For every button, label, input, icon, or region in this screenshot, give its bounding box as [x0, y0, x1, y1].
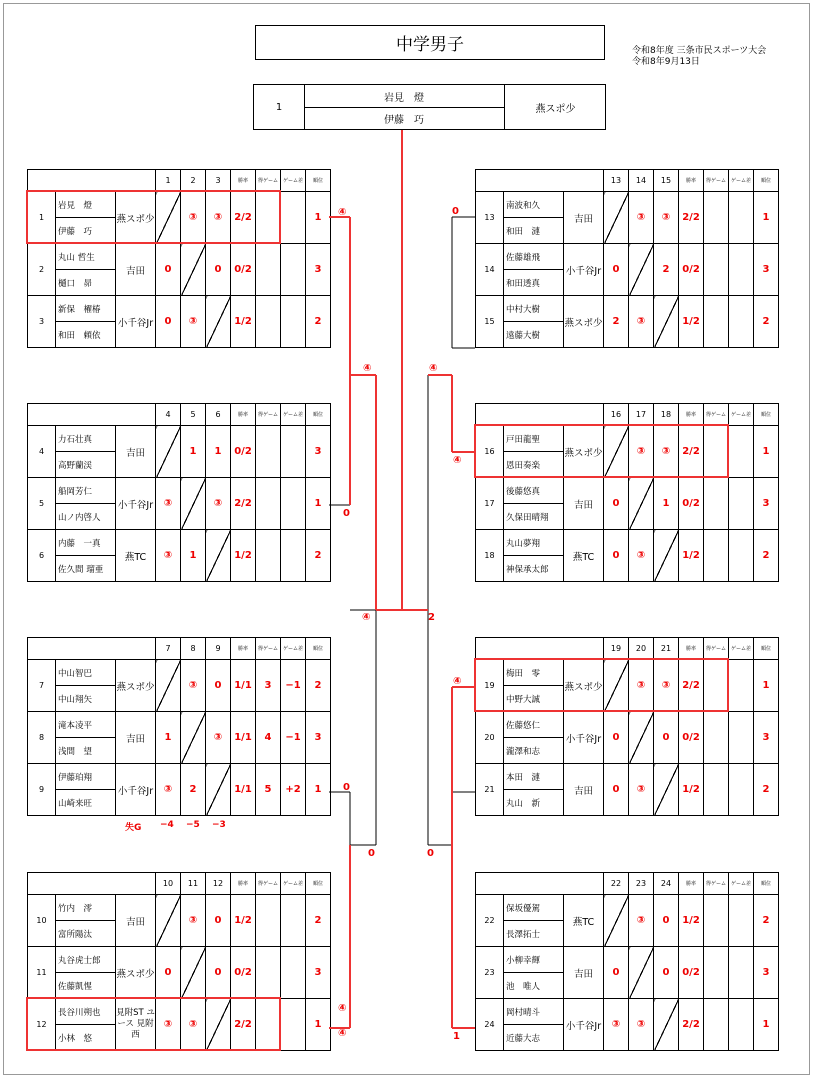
player-name: 中村大樹 — [504, 296, 564, 322]
team-number: 13 — [476, 192, 504, 244]
match-result: 1 — [181, 426, 206, 478]
win-rate: 2/2 — [231, 999, 256, 1051]
rank: 2 — [306, 895, 331, 947]
opponent-number-header: 15 — [654, 170, 679, 192]
player-name: 高野蘭渓 — [56, 452, 116, 478]
win-rate-header: 勝率 — [679, 873, 704, 895]
player-name: 丸山夢翔 — [504, 530, 564, 556]
player-name: 本田 漣 — [504, 764, 564, 790]
player-name: 梅田 零 — [504, 660, 564, 686]
opponent-number-header: 21 — [654, 638, 679, 660]
rank: 3 — [754, 947, 779, 999]
games-won-header: 得ゲーム — [704, 170, 729, 192]
player-name: 新保 櫂椿 — [56, 296, 116, 322]
games-won: 4 — [256, 712, 281, 764]
match-result: ③ — [206, 712, 231, 764]
team-number: 22 — [476, 895, 504, 947]
win-rate: 1/2 — [679, 530, 704, 582]
rank: 2 — [754, 895, 779, 947]
score-label: ④ — [362, 612, 371, 623]
rank: 3 — [754, 244, 779, 296]
rank: 2 — [306, 530, 331, 582]
event-name: 令和8年度 三条市民スポーツ大会 — [632, 46, 767, 56]
rank: 3 — [306, 712, 331, 764]
games-diff-header: ゲーム差 — [729, 873, 754, 895]
match-result: ③ — [629, 895, 654, 947]
player-name: 遠藤大樹 — [504, 322, 564, 348]
opponent-number-header: 23 — [629, 873, 654, 895]
opponent-number-header: 11 — [181, 873, 206, 895]
win-rate: 2/2 — [679, 192, 704, 244]
rank: 2 — [754, 296, 779, 348]
player-name: 力石壮真 — [56, 426, 116, 452]
match-result: 0 — [206, 947, 231, 999]
match-result: ③ — [629, 426, 654, 478]
opponent-number-header: 7 — [156, 638, 181, 660]
player-name: 近藤大志 — [504, 1025, 564, 1051]
win-rate: 1/2 — [679, 895, 704, 947]
match-result: 0 — [654, 712, 679, 764]
opponent-number-header: 19 — [604, 638, 629, 660]
club-name: 燕スポ少 — [564, 426, 604, 478]
rank: 1 — [306, 764, 331, 816]
match-result: 0 — [654, 947, 679, 999]
rank-header: 順位 — [754, 638, 779, 660]
score-label: 0 — [343, 782, 350, 793]
win-rate-header: 勝率 — [679, 170, 704, 192]
rank-header: 順位 — [754, 873, 779, 895]
player-name: 池 唯人 — [504, 973, 564, 999]
rank: 1 — [754, 660, 779, 712]
team-number: 8 — [28, 712, 56, 764]
player-name: 小柳幸輝 — [504, 947, 564, 973]
player-name: 長澤拓士 — [504, 921, 564, 947]
games-won: 3 — [256, 660, 281, 712]
score-label: ④ — [338, 207, 347, 218]
club-name: 燕TC — [564, 895, 604, 947]
win-rate: 0/2 — [679, 244, 704, 296]
win-rate: 2/2 — [231, 478, 256, 530]
match-result: ③ — [156, 530, 181, 582]
rank: 3 — [754, 478, 779, 530]
win-rate: 0/2 — [679, 712, 704, 764]
player-name: 樋口 昴 — [56, 270, 116, 296]
rank: 3 — [754, 712, 779, 764]
club-name: 小千谷Jr — [116, 478, 156, 530]
player-name: 保坂優駕 — [504, 895, 564, 921]
match-result: ③ — [206, 478, 231, 530]
match-result: ③ — [181, 192, 206, 244]
match-result: 0 — [156, 947, 181, 999]
club-name: 燕スポ少 — [116, 947, 156, 999]
player-name: 丸山 哲生 — [56, 244, 116, 270]
match-result: ③ — [181, 999, 206, 1051]
score-label: ④ — [453, 455, 462, 466]
team-number: 12 — [28, 999, 56, 1051]
games-diff: +2 — [281, 764, 306, 816]
club-name: 吉田 — [116, 244, 156, 296]
opponent-number-header: 8 — [181, 638, 206, 660]
club-name: 吉田 — [564, 764, 604, 816]
opponent-number-header: 9 — [206, 638, 231, 660]
club-name: 燕スポ少 — [564, 296, 604, 348]
rank: 3 — [306, 947, 331, 999]
match-result: ③ — [629, 530, 654, 582]
player-name: 恩田奏楽 — [504, 452, 564, 478]
games-won-header: 得ゲーム — [256, 638, 281, 660]
rank: 3 — [306, 244, 331, 296]
club-name: 小千谷Jr — [116, 296, 156, 348]
rank: 2 — [754, 764, 779, 816]
win-rate: 1/2 — [679, 296, 704, 348]
games-won-header: 得ゲーム — [704, 638, 729, 660]
match-result: 1 — [206, 426, 231, 478]
win-rate: 1/2 — [231, 895, 256, 947]
match-result: 0 — [156, 296, 181, 348]
rank: 2 — [754, 530, 779, 582]
match-result: ③ — [181, 660, 206, 712]
opponent-number-header: 10 — [156, 873, 181, 895]
match-result: 0 — [604, 764, 629, 816]
win-rate: 1/1 — [231, 764, 256, 816]
score-label: ④ — [363, 363, 372, 374]
team-number: 4 — [28, 426, 56, 478]
team-number: 15 — [476, 296, 504, 348]
player-name: 和田 頼依 — [56, 322, 116, 348]
club-name: 燕TC — [116, 530, 156, 582]
win-rate: 1/2 — [231, 530, 256, 582]
player-name: 中野大誠 — [504, 686, 564, 712]
match-result: 0 — [156, 244, 181, 296]
opponent-number-header: 17 — [629, 404, 654, 426]
club-name: 小千谷Jr — [564, 244, 604, 296]
opponent-number-header: 3 — [206, 170, 231, 192]
club-name: 小千谷Jr — [116, 764, 156, 816]
score-label: ④ — [338, 1003, 347, 1014]
club-name: 見附ST ユース 見附西 — [116, 999, 156, 1051]
score-label: ④ — [429, 363, 438, 374]
games-diff-header: ゲーム差 — [729, 170, 754, 192]
match-result: 2 — [604, 296, 629, 348]
games-lost-value: −4 — [160, 820, 174, 830]
match-result: ③ — [181, 895, 206, 947]
champion-player-2: 伊藤 巧 — [384, 114, 424, 126]
club-name: 燕スポ少 — [116, 660, 156, 712]
team-number: 16 — [476, 426, 504, 478]
match-result: ③ — [629, 660, 654, 712]
champion-player-1: 岩見 燈 — [304, 85, 504, 108]
player-name: 瀧澤和志 — [504, 738, 564, 764]
player-name: 船岡芳仁 — [56, 478, 116, 504]
opponent-number-header: 12 — [206, 873, 231, 895]
team-number: 23 — [476, 947, 504, 999]
opponent-number-header: 6 — [206, 404, 231, 426]
win-rate-header: 勝率 — [679, 404, 704, 426]
player-name: 竹内 澪 — [56, 895, 116, 921]
club-name: 吉田 — [116, 895, 156, 947]
opponent-number-header: 24 — [654, 873, 679, 895]
opponent-number-header: 22 — [604, 873, 629, 895]
team-number: 6 — [28, 530, 56, 582]
club-name: 吉田 — [116, 712, 156, 764]
match-result: ③ — [654, 192, 679, 244]
club-name: 小千谷Jr — [564, 999, 604, 1051]
match-result: 0 — [206, 660, 231, 712]
games-diff-header: ゲーム差 — [281, 638, 306, 660]
rank: 1 — [754, 426, 779, 478]
player-name: 滝本凌平 — [56, 712, 116, 738]
team-number: 11 — [28, 947, 56, 999]
team-number: 24 — [476, 999, 504, 1051]
rank-header: 順位 — [306, 873, 331, 895]
club-name: 小千谷Jr — [564, 712, 604, 764]
rank: 3 — [306, 426, 331, 478]
opponent-number-header: 1 — [156, 170, 181, 192]
player-name: 久保田晴翔 — [504, 504, 564, 530]
player-name: 丸谷虎士郎 — [56, 947, 116, 973]
win-rate: 0/2 — [231, 947, 256, 999]
club-name: 吉田 — [564, 478, 604, 530]
games-diff: −1 — [281, 660, 306, 712]
score-label: 0 — [368, 848, 375, 859]
games-diff-header: ゲーム差 — [729, 638, 754, 660]
games-lost-value: −5 — [186, 820, 200, 830]
match-result: ③ — [604, 999, 629, 1051]
player-name: 佐藤雄飛 — [504, 244, 564, 270]
team-number: 2 — [28, 244, 56, 296]
player-name: 内藤 一真 — [56, 530, 116, 556]
match-result: 0 — [604, 712, 629, 764]
match-result: ③ — [654, 660, 679, 712]
win-rate: 0/2 — [679, 947, 704, 999]
player-name: 和田 漣 — [504, 218, 564, 244]
win-rate: 1/1 — [231, 660, 256, 712]
match-result: 2 — [654, 244, 679, 296]
match-result: ③ — [629, 296, 654, 348]
win-rate: 1/2 — [679, 764, 704, 816]
win-rate: 2/2 — [231, 192, 256, 244]
player-name: 丸山 新 — [504, 790, 564, 816]
match-result: 0 — [206, 895, 231, 947]
match-result: ③ — [156, 764, 181, 816]
team-number: 7 — [28, 660, 56, 712]
match-result: 1 — [181, 530, 206, 582]
rank: 2 — [306, 660, 331, 712]
club-name: 燕TC — [564, 530, 604, 582]
score-label: ④ — [453, 676, 462, 687]
page-title: 中学男子 — [255, 25, 605, 60]
match-result: ③ — [629, 764, 654, 816]
player-name: 小林 悠 — [56, 1025, 116, 1051]
player-name: 山崎来旺 — [56, 790, 116, 816]
win-rate: 2/2 — [679, 999, 704, 1051]
team-number: 14 — [476, 244, 504, 296]
opponent-number-header: 20 — [629, 638, 654, 660]
win-rate-header: 勝率 — [231, 170, 256, 192]
club-name: 吉田 — [564, 192, 604, 244]
win-rate-header: 勝率 — [231, 404, 256, 426]
match-result: ③ — [629, 192, 654, 244]
games-won-header: 得ゲーム — [704, 873, 729, 895]
player-name: 和田透真 — [504, 270, 564, 296]
score-label: 0 — [343, 508, 350, 519]
player-name: 岡村晴斗 — [504, 999, 564, 1025]
player-name: 佐藤凱惺 — [56, 973, 116, 999]
team-number: 17 — [476, 478, 504, 530]
team-number: 20 — [476, 712, 504, 764]
win-rate: 1/1 — [231, 712, 256, 764]
games-won-header: 得ゲーム — [704, 404, 729, 426]
score-label: 0 — [427, 848, 434, 859]
score-label: ④ — [338, 1028, 347, 1039]
player-name: 山ノ内啓人 — [56, 504, 116, 530]
rank-header: 順位 — [306, 170, 331, 192]
rank-header: 順位 — [754, 170, 779, 192]
player-name: 伊藤 巧 — [56, 218, 116, 244]
games-won: 5 — [256, 764, 281, 816]
win-rate-header: 勝率 — [231, 638, 256, 660]
games-lost-label: 失G — [125, 823, 142, 833]
win-rate: 0/2 — [231, 426, 256, 478]
team-number: 1 — [28, 192, 56, 244]
match-result: ③ — [181, 296, 206, 348]
win-rate: 2/2 — [679, 426, 704, 478]
opponent-number-header: 14 — [629, 170, 654, 192]
opponent-number-header: 4 — [156, 404, 181, 426]
games-diff-header: ゲーム差 — [281, 404, 306, 426]
win-rate-header: 勝率 — [679, 638, 704, 660]
match-result: 0 — [654, 895, 679, 947]
rank-header: 順位 — [306, 404, 331, 426]
match-result: 0 — [604, 244, 629, 296]
match-result: ③ — [629, 999, 654, 1051]
match-result: 1 — [156, 712, 181, 764]
rank: 1 — [306, 478, 331, 530]
games-won-header: 得ゲーム — [256, 170, 281, 192]
player-name: 戸田龍聖 — [504, 426, 564, 452]
games-diff-header: ゲーム差 — [281, 170, 306, 192]
player-name: 後藤悠真 — [504, 478, 564, 504]
rank: 1 — [754, 999, 779, 1051]
match-result: 0 — [604, 530, 629, 582]
match-result: 0 — [206, 244, 231, 296]
win-rate-header: 勝率 — [231, 873, 256, 895]
club-name: 燕スポ少 — [116, 192, 156, 244]
match-result: 0 — [604, 478, 629, 530]
score-label: 2 — [428, 612, 435, 623]
opponent-number-header: 13 — [604, 170, 629, 192]
opponent-number-header: 5 — [181, 404, 206, 426]
score-label: 0 — [452, 206, 459, 217]
player-name: 岩見 燈 — [56, 192, 116, 218]
player-name: 中山智巴 — [56, 660, 116, 686]
team-number: 19 — [476, 660, 504, 712]
games-won-header: 得ゲーム — [256, 404, 281, 426]
player-name: 浅間 望 — [56, 738, 116, 764]
match-result: ③ — [156, 999, 181, 1051]
games-lost-value: −3 — [212, 820, 226, 830]
rank: 1 — [306, 999, 331, 1051]
rank: 1 — [754, 192, 779, 244]
club-name: 吉田 — [116, 426, 156, 478]
team-number: 9 — [28, 764, 56, 816]
games-diff-header: ゲーム差 — [281, 873, 306, 895]
match-result: 1 — [654, 478, 679, 530]
win-rate: 0/2 — [231, 244, 256, 296]
win-rate: 1/2 — [231, 296, 256, 348]
team-number: 3 — [28, 296, 56, 348]
club-name: 燕スポ少 — [564, 660, 604, 712]
club-name: 吉田 — [564, 947, 604, 999]
games-diff-header: ゲーム差 — [729, 404, 754, 426]
rank: 2 — [306, 296, 331, 348]
player-name: 南波和久 — [504, 192, 564, 218]
match-result: 2 — [181, 764, 206, 816]
match-result: 0 — [604, 947, 629, 999]
match-result: ③ — [206, 192, 231, 244]
team-number: 10 — [28, 895, 56, 947]
champion-number: 1 — [254, 85, 305, 129]
team-number: 5 — [28, 478, 56, 530]
player-name: 中山翔矢 — [56, 686, 116, 712]
event-date: 令和8年9月13日 — [632, 57, 700, 67]
player-name: 長谷川朔也 — [56, 999, 116, 1025]
team-number: 21 — [476, 764, 504, 816]
games-won-header: 得ゲーム — [256, 873, 281, 895]
opponent-number-header: 16 — [604, 404, 629, 426]
player-name: 佐藤悠仁 — [504, 712, 564, 738]
rank-header: 順位 — [306, 638, 331, 660]
rank: 1 — [306, 192, 331, 244]
player-name: 神保承太郎 — [504, 556, 564, 582]
player-name: 佐久間 瑠亜 — [56, 556, 116, 582]
score-label: 1 — [453, 1031, 460, 1042]
rank-header: 順位 — [754, 404, 779, 426]
team-number: 18 — [476, 530, 504, 582]
win-rate: 2/2 — [679, 660, 704, 712]
opponent-number-header: 18 — [654, 404, 679, 426]
win-rate: 0/2 — [679, 478, 704, 530]
games-diff: −1 — [281, 712, 306, 764]
opponent-number-header: 2 — [181, 170, 206, 192]
match-result: ③ — [156, 478, 181, 530]
player-name: 伊藤珀翔 — [56, 764, 116, 790]
match-result: ③ — [654, 426, 679, 478]
player-name: 富所陽汰 — [56, 921, 116, 947]
champion-club: 燕スポ少 — [504, 85, 606, 129]
